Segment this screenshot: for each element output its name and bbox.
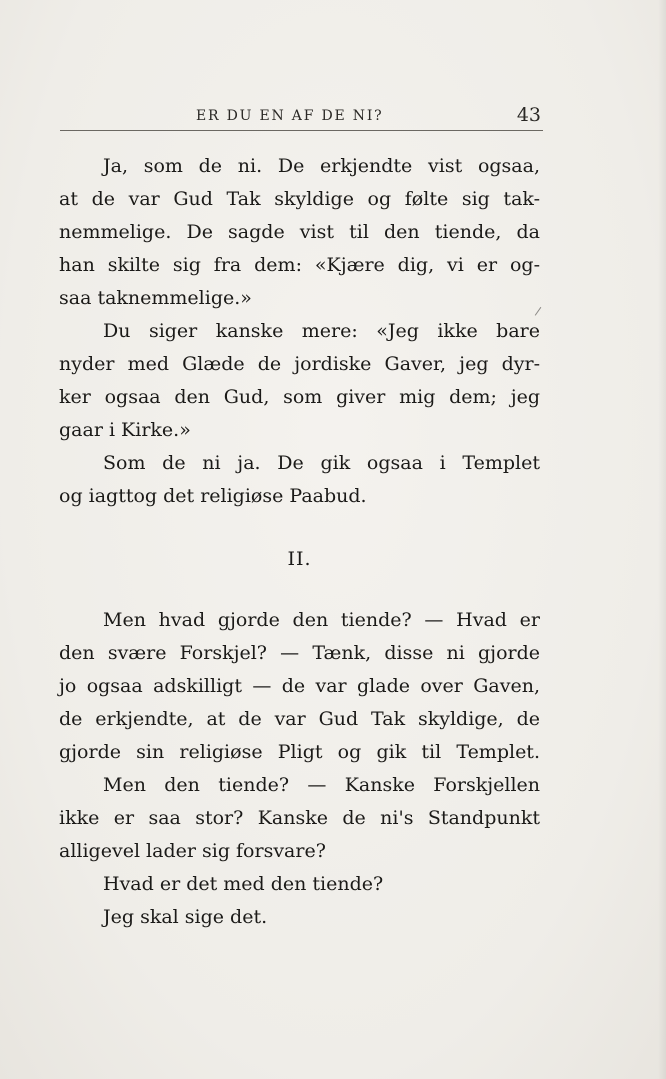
- page-number: 43: [516, 104, 541, 126]
- text-line: og iagttog det religiøse Paabud.: [59, 485, 367, 507]
- text-line: han skilte sig fra dem: «Kjære dig, vi er og-: [59, 254, 540, 276]
- text-line: Ja, som de ni. De erkjendte vist ogsaa,: [103, 155, 540, 177]
- text-line: gaar i Kirke.»: [59, 419, 191, 441]
- text-line: alligevel lader sig forsvare?: [59, 840, 326, 862]
- text-line: gjorde sin religiøse Pligt og gik til Templet.: [59, 741, 540, 763]
- text-line: nemmelige. De sagde vist til den tiende, da: [59, 221, 540, 243]
- text-line: Hvad er det med den tiende?: [103, 873, 384, 895]
- text-line: Jeg skal sige det.: [103, 906, 268, 928]
- body-text: [59, 150, 540, 934]
- text-line: Men hvad gjorde den tiende? — Hvad er: [103, 609, 540, 631]
- text-line: ikke er saa stor? Kanske de ni's Standpunkt: [59, 807, 540, 829]
- text-line: de erkjendte, at de var Gud Tak skyldige, de: [59, 708, 540, 730]
- text-line: saa taknemmelige.»: [59, 287, 252, 309]
- section-heading: II.: [287, 548, 312, 570]
- text-line: jo ogsaa adskilligt — de var glade over Gaven,: [59, 675, 540, 697]
- text-line: ker ogsaa den Gud, som giver mig dem; jeg: [59, 386, 540, 408]
- text-line: nyder med Glæde de jordiske Gaver, jeg dyr-: [59, 353, 540, 375]
- running-head: [60, 104, 543, 131]
- text-line: den svære Forskjel? — Tænk, disse ni gjorde: [59, 642, 540, 664]
- text-line: Som de ni ja. De gik ogsaa i Templet: [103, 452, 540, 474]
- running-title: ER DU EN AF DE NI?: [196, 108, 384, 124]
- text-line: at de var Gud Tak skyldige og følte sig tak-: [59, 188, 540, 210]
- text-line: Du siger kanske mere: «Jeg ikke bare: [103, 320, 540, 342]
- text-line: Men den tiende? — Kanske Forskjellen: [103, 774, 540, 796]
- page-edge-shadow: [658, 0, 666, 1079]
